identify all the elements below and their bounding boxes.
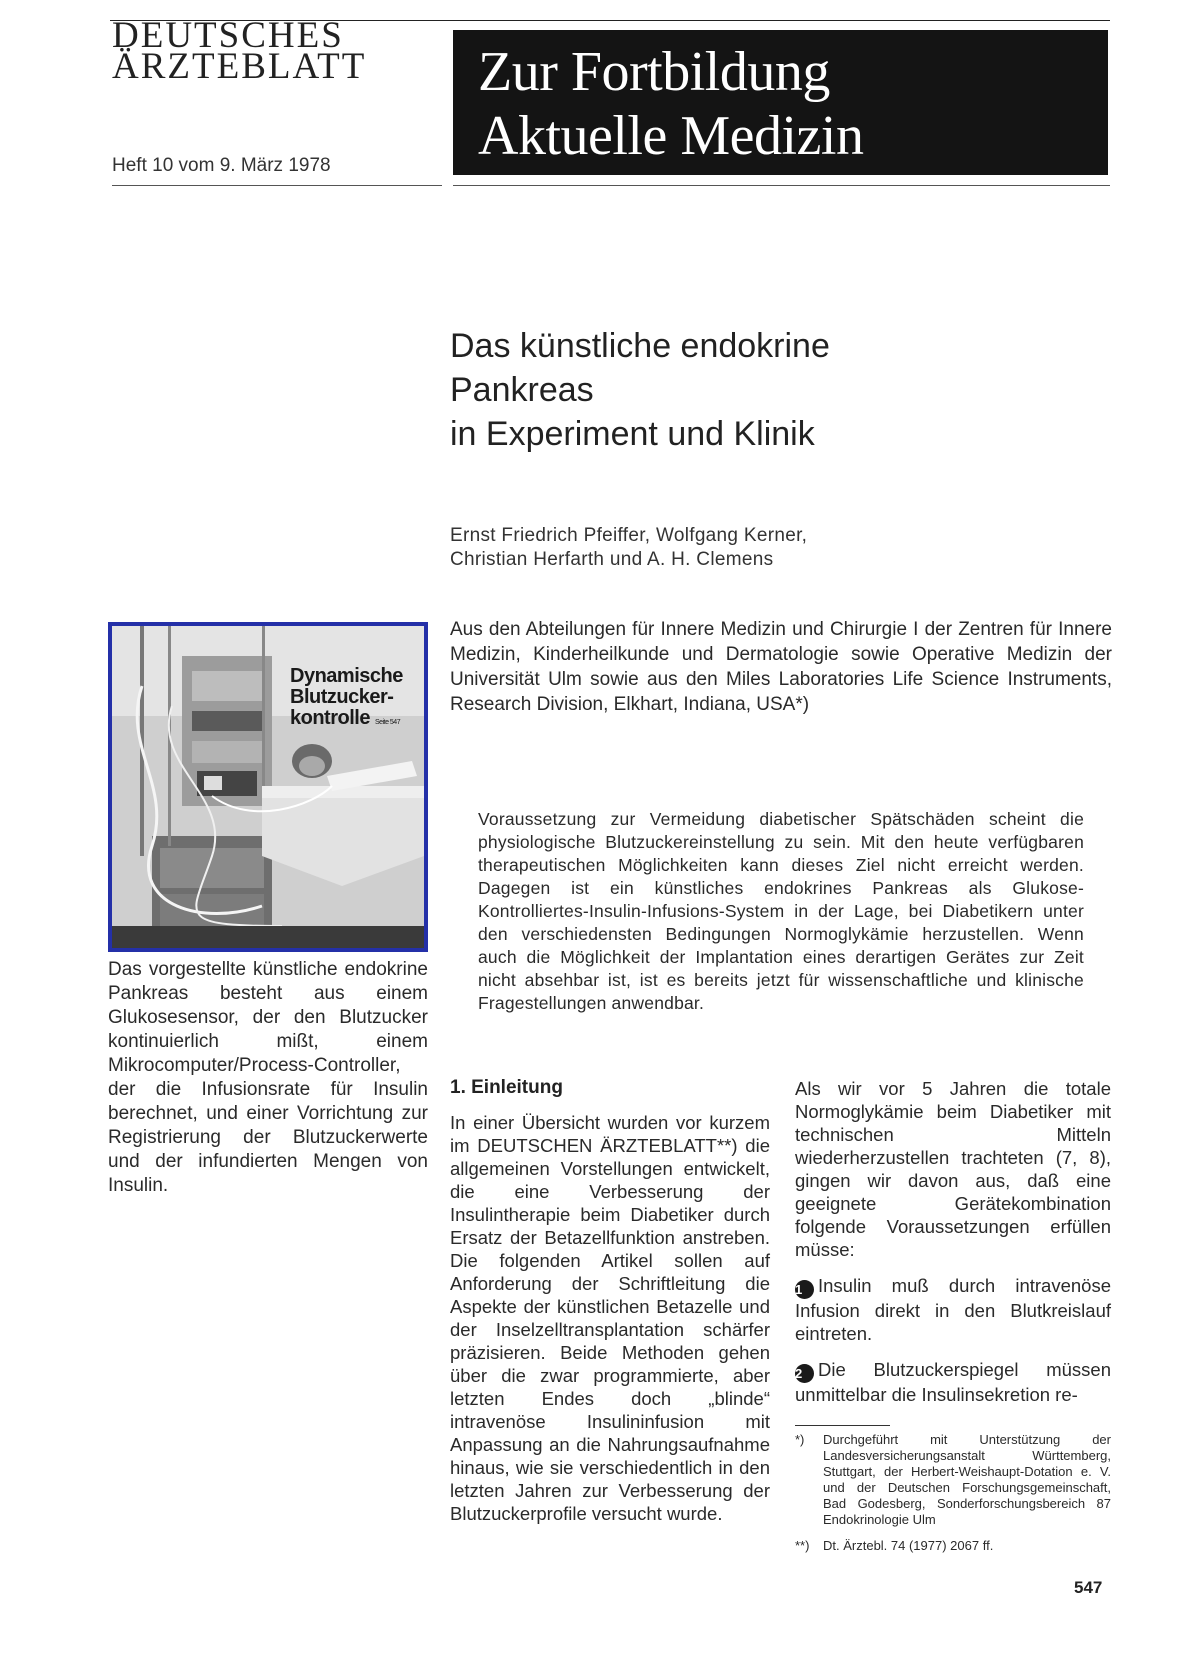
- footnote-text: Durchgeführt mit Unterstützung der Landesversicherungsanstalt Württemberg, Stuttgart, der Herbert-Weishaupt-Dotation e. V. und der Deutschen Forschungsgemeinschaft, Bad Godesberg, Sonderforschungsbereich 87 Endokrinologie Ulm: [823, 1432, 1111, 1527]
- footnote-mark: **): [795, 1538, 810, 1553]
- list-item-text: Insulin muß durch intravenöse Infusion direkt in den Blutkreislauf eintreten.: [795, 1275, 1111, 1344]
- masthead-logo: [112, 15, 367, 87]
- cover-photo-caption: [290, 666, 403, 733]
- article-authors: [450, 524, 807, 572]
- caption-line1: Dynamische: [290, 665, 403, 687]
- summary-sidebar: Das vorgestellte künstliche endokrine Pankreas besteht aus einem Glukosesensor, der den Blutzucker kontinuierlich mißt, einem Mikrocomputer/Process-Controller, der die Infusionsrate für Insulin berechnet, und einer Vorrichtung zur Registrierung der Blutzuckerwerte und der infundierten Mengen von Insulin.: [108, 959, 428, 1196]
- caption-line3: [290, 708, 403, 733]
- paragraph-intro: Als wir vor 5 Jahren die totale Normoglykämie beim Diabetiker mit technischen Mitteln wiederherzustellen trachteten (7, 8), gingen wir davon aus, daß eine geeignete Gerätekombination folgende Voraussetzungen erfüllen müsse:: [795, 1078, 1111, 1260]
- section-banner-text: [478, 40, 863, 168]
- masthead-line1: DEUTSCHES: [112, 15, 344, 56]
- number-1-icon: 1: [795, 1280, 814, 1299]
- caption-line3-text: kontrolle: [290, 707, 370, 729]
- footnote-mark: *): [795, 1432, 805, 1447]
- caption-page-ref: Seite 547: [375, 719, 401, 726]
- number-2-icon: 2: [795, 1364, 814, 1383]
- page-number: 547: [1074, 1578, 1103, 1597]
- banner-line2: Aktuelle Medizin: [478, 105, 864, 167]
- list-item: [795, 1358, 1111, 1406]
- abstract: Voraussetzung zur Vermeidung diabetischer Spätschäden scheint die physiologische Blutzuckereinstellung zu sein. Mit den heute verfügbaren therapeutischen Möglichkeiten kann dieses Ziel nicht erreicht werden. Dagegen ist ein künstliches endokrines Pankreas als Glukose-Kontrolliertes-Insulin-Infusions-System in der Lage, bei Diabetikern unter den verschiedensten Bedingungen Normoglykämie herzustellen. Wenn auch die Möglichkeit der Implantation eines derartigen Gerätes zur Zeit nicht absehbar ist, ist es bereits jetzt für wissenschaftliche und klinische Fragestellungen anwendbar.: [478, 809, 1084, 1013]
- footnote-text: Dt. Ärztebl. 74 (1977) 2067 ff.: [823, 1538, 994, 1553]
- list-item-text: Die Blutzuckerspiegel müssen unmittelbar die Insulinsekretion re-: [795, 1359, 1111, 1405]
- body-column-middle: In einer Übersicht wurden vor kurzem im DEUTSCHEN ÄRZTEBLATT**) die allgemeinen Vorstellungen entwickelt, die eine Verbesserung der Insulintherapie beim Diabetiker durch Ersatz der Betazellfunktion anstreben. Die folgenden Artikel sollen auf Anforderung der Schriftleitung die Aspekte der künstlichen Betazelle und der Inselzelltransplantation schärfer präzisieren. Beide Methoden gehen über die zwar programmierte, aber letzten Endes doch „blinde“ intravenöse Insulininfusion mit Anpassung an die Nahrungsaufnahme hinaus, wie sie verschiedentlich in den letzten Jahren zur Verbesserung der Blutzuckerprofile versucht wurde.: [450, 1112, 770, 1524]
- header-divider-left: [112, 185, 442, 186]
- cover-photo: [108, 622, 428, 952]
- title-line3: in Experiment und Klinik: [450, 415, 815, 453]
- footnote-divider: [795, 1425, 890, 1426]
- footnotes: [795, 1432, 1111, 1564]
- title-line2: Pankreas: [450, 371, 594, 409]
- authors-line2: Christian Herfarth und A. H. Clemens: [450, 549, 774, 570]
- article-affiliation: Aus den Abteilungen für Innere Medizin und Chirurgie I der Zentren für Innere Medizin, Kinderheilkunde und Dermatologie sowie Operative Medizin der Universität Ulm sowie aus den Miles Laboratories Life Science Instruments, Research Division, Elkhart, Indiana, USA*): [450, 619, 1112, 715]
- issue-info: Heft 10 vom 9. März 1978: [112, 155, 331, 176]
- footnote: [795, 1432, 1111, 1528]
- title-line1: Das künstliche endokrine: [450, 327, 830, 365]
- banner-line1: Zur Fortbildung: [478, 41, 830, 103]
- caption-line2: Blutzucker-: [290, 686, 394, 708]
- authors-line1: Ernst Friedrich Pfeiffer, Wolfgang Kerner,: [450, 525, 808, 546]
- list-item: [795, 1274, 1111, 1345]
- masthead-line2: ÄRZTEBLATT: [112, 46, 367, 87]
- article-title: [450, 324, 830, 456]
- footnote: [795, 1538, 1111, 1554]
- section-heading: 1. Einleitung: [450, 1077, 563, 1098]
- body-column-right: [795, 1077, 1111, 1419]
- header-divider-right: [453, 185, 1110, 186]
